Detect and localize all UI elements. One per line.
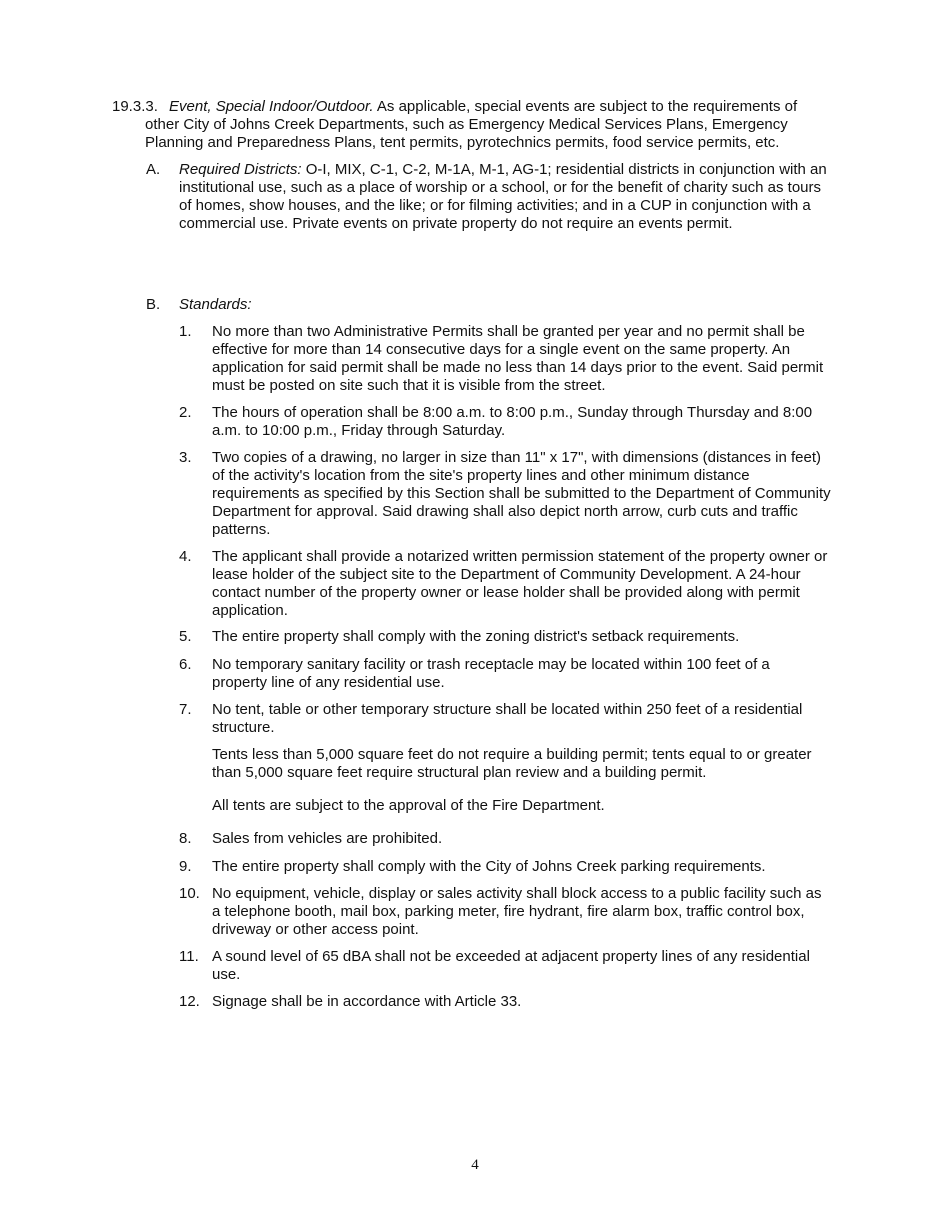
list-item-text: The applicant shall provide a notarized written permission statement of the property owner or lease holder of the subject site to the Department of Community Development. A 24-hour contact number of the property owner or lease holder shall be provided along with permit application.: [212, 548, 828, 619]
fire-department-note: All tents are subject to the approval of the Fire Department.: [212, 797, 605, 814]
section-title: Event, Special Indoor/Outdoor.: [169, 98, 374, 115]
list-item-number: 12.: [179, 993, 200, 1010]
list-item-number: 4.: [179, 548, 192, 565]
list-item-number: 5.: [179, 628, 192, 645]
list-item-text: A sound level of 65 dBA shall not be exceeded at adjacent property lines of any residential use.: [212, 948, 810, 983]
list-item-number: 11.: [179, 948, 199, 965]
section-intro-rest: other City of Johns Creek Departments, such as Emergency Medical Services Plans, Emergency Planning and Preparedness Plans, tent permits, pyrotechnics permits, food service permits, etc.: [145, 116, 788, 151]
page-number: 4: [471, 1157, 479, 1173]
list-item-text: The entire property shall comply with the City of Johns Creek parking requirements.: [212, 858, 766, 875]
list-item-text: Signage shall be in accordance with Article 33.: [212, 993, 522, 1010]
list-item-note: [212, 746, 839, 782]
list-item-number: 6.: [179, 656, 192, 673]
list-item-text: No temporary sanitary facility or trash receptacle may be located within 100 feet of a property line of any residential use.: [212, 656, 770, 691]
list-item-text: Two copies of a drawing, no larger in size than 11" x 17", with dimensions (distances in feet) of the activity's location from the site's property lines and other minimum distance requirements as specified by this Section shall be submitted to the Department of Community Department for approval. Said drawing shall also depict north arrow, curb cuts and traffic patterns.: [212, 449, 831, 538]
subsection-a-text: O-I, MIX, C-1, C-2, M-1A, M-1, AG-1; residential districts in conjunction with an institutional use, such as a place of worship or a school, or for the benefit of charity such as tours of homes, show houses, and the like; or for filming activities; and in a CUP in conjunction with a commercial use. Private events on private property do not require an events permit.: [179, 161, 827, 232]
list-item-number: 3.: [179, 449, 192, 466]
list-item-text: No more than two Administrative Permits shall be granted per year and no permit shall be effective for more than 14 consecutive days for a single event on the same property. An application for said permit shall be made no less than 14 days prior to the event. Said permit must be posted on site such that it is visible from the street.: [212, 323, 824, 394]
list-item-number: 10.: [179, 885, 200, 902]
subsection-a-letter: A.: [146, 161, 161, 178]
list-item-text: Sales from vehicles are prohibited.: [212, 830, 443, 847]
section-number: 19.3.3.: [112, 98, 158, 115]
list-item-text: The entire property shall comply with the zoning district's setback requirements.: [212, 628, 740, 645]
list-item-number: 9.: [179, 858, 192, 875]
tent-permit-note: Tents less than 5,000 square feet do not require a building permit; tents equal to or greater than 5,000 square feet require structural plan review and a building permit.: [212, 746, 812, 781]
list-item-number: 7.: [179, 701, 192, 718]
subsection-b-title: Standards:: [179, 296, 252, 313]
list-item-number: 1.: [179, 323, 192, 340]
list-item-text: No tent, table or other temporary structure shall be located within 250 feet of a residential structure.: [212, 701, 803, 736]
list-item-note: [212, 797, 839, 815]
subsection-b-letter: B.: [146, 296, 161, 313]
list-item-number: 8.: [179, 830, 192, 847]
list-item-text: No equipment, vehicle, display or sales activity shall block access to a public facility such as a telephone booth, mail box, parking meter, fire hydrant, fire alarm box, traffic control box, driveway or other access point.: [212, 885, 822, 938]
list-item-number: 2.: [179, 404, 192, 421]
subsection-a-title: Required Districts:: [179, 161, 302, 178]
section-intro-line1: As applicable, special events are subject to the requirements of: [376, 98, 798, 115]
list-item-text: The hours of operation shall be 8:00 a.m. to 8:00 p.m., Sunday through Thursday and 8:00 a.m. to 10:00 p.m., Friday through Saturday.: [212, 404, 813, 439]
